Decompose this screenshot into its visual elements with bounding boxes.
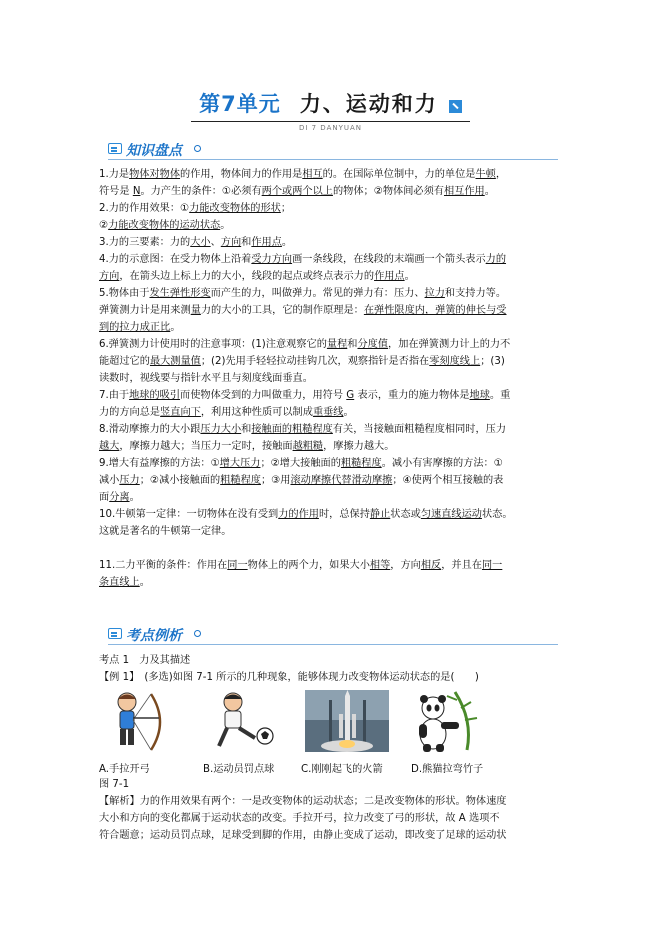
answer-blank: 方向	[99, 271, 120, 282]
line-text: 物体上的两个力，如果大小	[247, 560, 370, 571]
caption-b: B.运动员罚点球	[203, 764, 275, 775]
line-text: 10.牛顿第一定律：一切物体在没有受到	[99, 509, 279, 520]
line-text: ，方向	[390, 560, 421, 571]
line-text: 8.滑动摩擦力的大小跟	[99, 424, 201, 435]
figure-d	[411, 690, 481, 754]
title-line	[191, 88, 470, 122]
answer-blank: 匀速直线运动	[420, 509, 482, 520]
figure-label: 图 7-1	[99, 779, 130, 790]
line-text: 。	[170, 322, 181, 333]
figure-7-1	[99, 690, 569, 775]
answer-blank: 零刻度线上	[429, 356, 481, 367]
knowledge-line	[99, 183, 569, 200]
answer-blank: 相互	[302, 169, 323, 180]
line-text: ，	[495, 169, 507, 180]
line-text: 和支持力等。	[444, 288, 507, 299]
line-text: 和	[241, 237, 252, 248]
answer-blank: 牛顿	[475, 169, 496, 180]
line-text: ，摩擦力越大。	[323, 441, 395, 452]
knowledge-line	[99, 200, 569, 217]
knowledge-line	[99, 523, 569, 540]
answer-blank: 大小	[190, 237, 211, 248]
answer-blank: 增大压力	[219, 458, 261, 469]
knowledge-line	[99, 302, 569, 319]
answer-blank: 量程	[326, 339, 348, 350]
figure-c	[305, 690, 389, 752]
answer-blank: 发生弹性形变	[149, 288, 211, 299]
knowledge-line	[99, 421, 569, 438]
dot-icon	[194, 145, 201, 152]
answer-blank: 分度值	[357, 339, 389, 350]
answer-blank: 粗糙程度	[340, 458, 382, 469]
caption-a: A.手拉开弓	[99, 764, 150, 775]
answer-blank: 重垂线	[312, 407, 344, 418]
answer-blank: 力能改变物体的形状	[189, 203, 281, 214]
knowledge-line	[99, 540, 569, 557]
answer-blank: 粗糙程度	[220, 475, 261, 486]
knowledge-line	[99, 166, 569, 183]
knowledge-line	[99, 387, 569, 404]
knowledge-points	[99, 166, 569, 591]
answer-blank: N	[132, 186, 141, 197]
line-text: 。重	[489, 390, 511, 401]
knowledge-line	[99, 319, 569, 336]
answer-blank: 物体对物体	[129, 169, 181, 180]
line-text: ，利用这种性质可以制成	[200, 407, 313, 418]
analysis	[99, 793, 569, 844]
line-text: 状态或	[390, 509, 421, 520]
answer-blank: G	[346, 390, 355, 401]
knowledge-line	[99, 217, 569, 234]
section-heading-examples	[108, 626, 558, 645]
answer-blank: 地球的吸引	[129, 390, 181, 401]
caption-d: D.熊猫拉弯竹子	[411, 764, 484, 775]
line-text: 6.弹簧测力计使用时的注意事项：(1)注意观察它的	[99, 339, 327, 350]
section-title: 知识盘点	[126, 143, 182, 159]
knowledge-line	[99, 404, 569, 421]
answer-blank: 滚动摩擦代替滑动摩擦	[290, 475, 393, 486]
line-text: 力的大小的工具，它的制作原理是：	[200, 305, 364, 316]
line-text: 。	[220, 220, 231, 231]
line-text: 4.力的示意图：在受力物体上沿着	[99, 254, 252, 265]
answer-blank: 静止	[369, 509, 391, 520]
line-text: 的物体；②物体间必须有	[332, 186, 444, 197]
line-text: 9.增大有益摩擦的方法：①	[99, 458, 220, 469]
line-text: 11.二力平衡的条件：作用在	[99, 560, 228, 571]
answer-blank: 力的	[485, 254, 507, 265]
arrow-box-icon	[449, 100, 462, 113]
line-text: ；②增大接触面的	[260, 458, 341, 469]
line-text: ；	[280, 203, 292, 214]
topic-line: 考点 1 力及其描述	[99, 655, 191, 666]
answer-blank: 两个或两个以上	[261, 186, 333, 197]
knowledge-line	[99, 489, 569, 506]
line-text: 。	[129, 492, 140, 503]
line-text: ；(3)	[480, 356, 505, 367]
answer-blank: 拉力	[424, 288, 445, 299]
dot-icon	[194, 630, 201, 637]
answer-blank: 作用点	[251, 237, 282, 248]
unit-header	[0, 88, 661, 132]
answer-blank: 竖直向下	[160, 407, 201, 418]
line-text: 弹簧测力计是用来测	[99, 305, 191, 316]
line-text: 时，总保持	[318, 509, 370, 520]
line-text: 。力产生的条件：①必须有	[140, 186, 262, 197]
line-text: 状态。	[481, 509, 513, 520]
line-text: 、	[210, 237, 221, 248]
analysis-line: 大小和方向的变化都属于运动状态的改变。手拉开弓，拉力改变了弓的形状，故 A 选项不	[99, 813, 500, 824]
answer-blank: 相等	[369, 560, 391, 571]
unit-title: 力、运动和力	[299, 92, 438, 116]
answer-blank: 相互作用	[443, 186, 485, 197]
knowledge-line	[99, 353, 569, 370]
line-text: 2.力的作用效果：①	[99, 203, 190, 214]
answer-blank: 到的拉力成正比	[99, 322, 171, 333]
line-text: ，在箭头边上标上力的大小，线段的起点或终点表示力的	[119, 271, 375, 282]
book-icon	[108, 628, 122, 639]
line-text: ；②减小接触面的	[139, 475, 221, 486]
knowledge-line	[99, 472, 569, 489]
answer-blank: 最大测量值	[149, 356, 201, 367]
line-text: 和	[241, 424, 252, 435]
answer-blank: 同一	[481, 560, 503, 571]
line-text: 读数时，视线要与指针水平且与刻度线面垂直。	[99, 373, 313, 384]
line-text: ，加在弹簧测力计上的力不	[388, 339, 511, 350]
answer-blank: 分离	[109, 492, 130, 503]
knowledge-line	[99, 268, 569, 285]
answer-blank: 越大	[99, 441, 120, 452]
answer-blank: 在弹性限度内，弹簧的伸长与受	[363, 305, 507, 316]
section-title: 考点例析	[126, 628, 182, 644]
knowledge-line	[99, 251, 569, 268]
line-text: 。	[404, 271, 415, 282]
line-text: 而产生的力，叫做弹力。常见的弹力有：压力、	[210, 288, 425, 299]
knowledge-line	[99, 234, 569, 251]
line-text: 面	[99, 492, 110, 503]
unit-number: 第7单元	[199, 92, 281, 116]
analysis-line: 符合题意；运动员罚点球，足球受到脚的作用，由静止变成了运动，即改变了足球的运动状	[99, 830, 507, 841]
answer-blank: 作用点	[374, 271, 405, 282]
answer-blank: 力的作用	[278, 509, 319, 520]
line-text: ；(2)先用手轻轻拉动挂钩几次，观察指针是否指在	[200, 356, 430, 367]
answer-blank: 受力方向	[251, 254, 293, 265]
knowledge-line	[99, 370, 569, 387]
question-line: 【例 1】 (多选)如图 7-1 所示的几种现象，能够体现力改变物体运动状态的是( )	[99, 672, 479, 683]
line-text: 而使物体受到的力叫做重力，用符号	[180, 390, 347, 401]
line-text: ②	[99, 220, 109, 231]
line-text: 3.力的三要素：力的	[99, 237, 191, 248]
line-text: 有关，当接触面粗糙程度相同时，压力	[332, 424, 507, 435]
rocket-photo-icon	[305, 690, 389, 752]
answer-blank: 力能改变物体的运动状态	[108, 220, 221, 231]
line-text: 画一条线段，在线段的末端画一个箭头表示	[292, 254, 486, 265]
line-text: ；④使两个相互接触的表	[392, 475, 504, 486]
line-text: 1.力是	[99, 169, 130, 180]
answer-blank: 接触面的粗糙程度	[251, 424, 333, 435]
soccer-player-icon	[207, 690, 277, 754]
answer-blank: 相反	[420, 560, 442, 571]
answer-blank: 条直线上	[99, 577, 140, 588]
answer-blank: 同一	[227, 560, 248, 571]
knowledge-line	[99, 336, 569, 353]
answer-blank: 越粗糙	[292, 441, 324, 452]
line-text: 5.物体由于	[99, 288, 150, 299]
answer-blank: 量	[190, 305, 201, 316]
example-header	[99, 652, 569, 686]
line-text: 和	[347, 339, 358, 350]
line-text: 。	[484, 186, 495, 197]
line-text: 。	[281, 237, 293, 248]
line-text: ，摩擦力越大；当压力一定时，接触面	[119, 441, 293, 452]
answer-blank: 压力大小	[200, 424, 242, 435]
answer-blank: 方向	[220, 237, 242, 248]
knowledge-line	[99, 506, 569, 523]
panda-bamboo-icon	[411, 690, 481, 754]
answer-blank: 压力	[119, 475, 140, 486]
book-icon	[108, 143, 122, 154]
line-text: 力的方向总是	[99, 407, 161, 418]
knowledge-line	[99, 455, 569, 472]
answer-blank: 地球	[469, 390, 490, 401]
line-text: 7.由于	[99, 390, 130, 401]
knowledge-line	[99, 574, 569, 591]
line-text: 减小	[99, 475, 120, 486]
section-heading-knowledge	[108, 141, 558, 160]
line-text: 能超过它的	[99, 356, 150, 367]
knowledge-line	[99, 557, 569, 574]
line-text: 表示，重力的施力物体是	[354, 390, 470, 401]
line-text: 的作用，物体间力的作用是	[180, 169, 303, 180]
archer-icon	[107, 690, 167, 754]
line-text: 。	[139, 577, 150, 588]
figure-a	[107, 690, 167, 754]
analysis-line: 【解析】力的作用效果有两个：一是改变物体的运动状态；二是改变物体的形状。物体速度	[99, 796, 507, 807]
knowledge-line	[99, 285, 569, 302]
figure-b	[207, 690, 277, 754]
caption-c: C.刚刚起飞的火箭	[301, 764, 383, 775]
unit-subtitle: DI 7 DANYUAN	[298, 124, 363, 132]
line-text: 这就是著名的牛顿第一定律。	[99, 526, 232, 537]
line-text: 符号是	[99, 186, 133, 197]
line-text: 的。在国际单位制中，力的单位是	[322, 169, 476, 180]
line-text: 。	[343, 407, 354, 418]
line-text: 。减小有害摩擦的方法：①	[381, 458, 503, 469]
line-text: ，并且在	[441, 560, 482, 571]
knowledge-line	[99, 438, 569, 455]
line-text: ；③用	[260, 475, 291, 486]
